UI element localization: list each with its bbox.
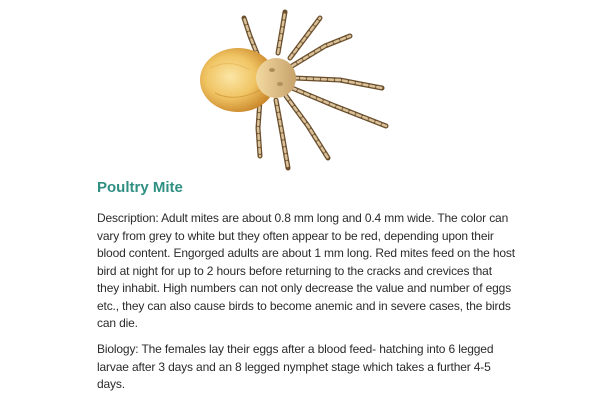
poultry-mite-illustration [190, 8, 400, 178]
description-paragraph: Description: Adult mites are about 0.8 mm long and 0.4 mm wide. The color can vary from grey to white but they often appear to be red, depending upon their blood content. Engorged adults are about 1 mm long. Red mites feed on the host bird at night for up to 2 hours before returning to the cracks and crevices that they inhabit. High numbers can not only decrease the value and number of eggs etc., they can also cause birds to become anemic and in severe cases, the birds can die. [97, 211, 515, 330]
biology-paragraph: Biology: The females lay their eggs after a blood feed- hatching into 6 legged larvae after 3 days and an 8 legged nymphet stage which takes a further 4-5 days. [97, 342, 494, 391]
mite-head [256, 58, 296, 98]
page-title: Poultry Mite [97, 179, 183, 196]
